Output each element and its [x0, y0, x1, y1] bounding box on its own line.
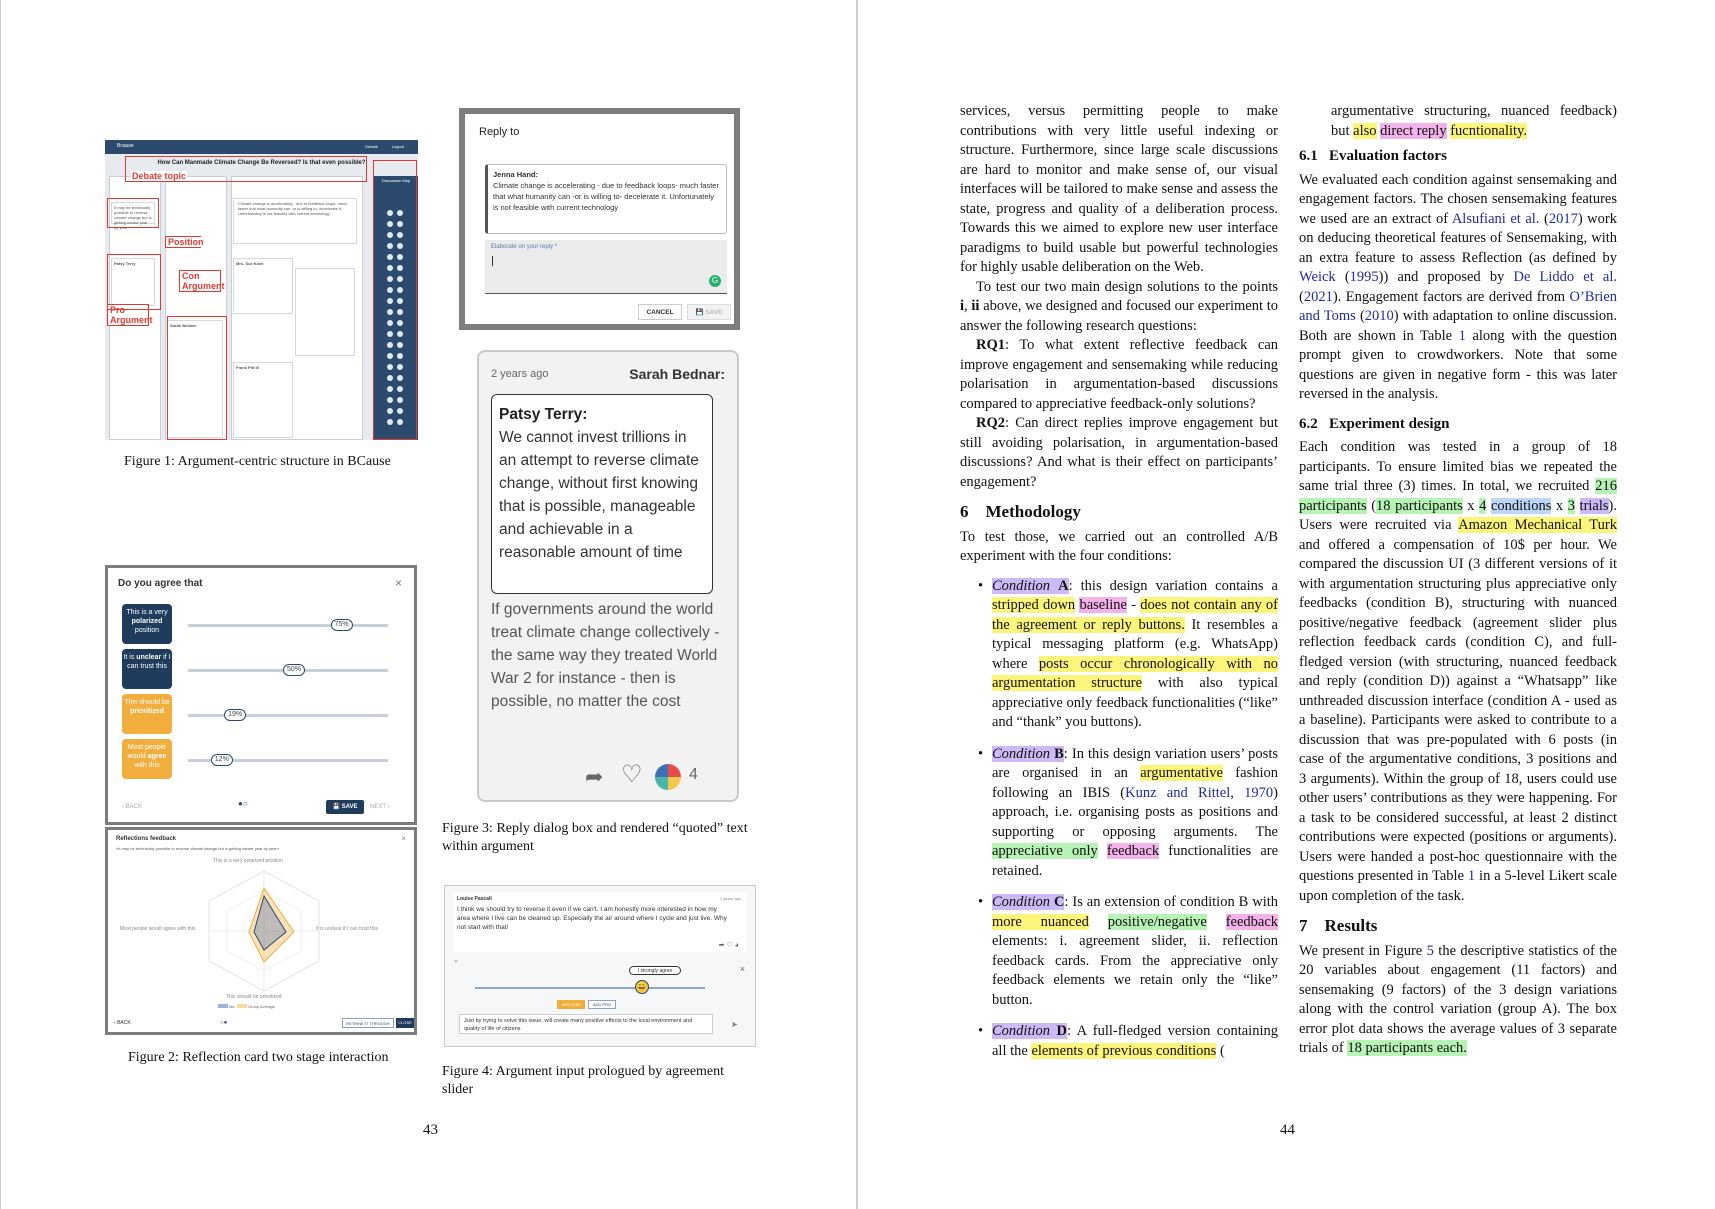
- map-node[interactable]: [397, 375, 403, 381]
- app-name: Bcause: [117, 143, 134, 149]
- debate-topic-label: Debate topic: [132, 171, 187, 181]
- next-button[interactable]: NEXT ›: [370, 804, 390, 810]
- radar-label-top: This is a very polarized position: [213, 858, 283, 864]
- map-node[interactable]: [387, 221, 393, 227]
- argument-post[interactable]: Patsy Terry: [111, 258, 155, 306]
- text-column-1: services, versus permitting people to make contributions with very little useful indexing or structure. Furthermore, since large scale discussions are hard to monitor and make sense of, our visual interfaces will be tailored to make sense and assess the state, progress and quality of a deliberation process. Towards this we aimed to explore new user interface paradigms to build usable but powerful technologies for highly usable deliberation on the Web. To test our two main design solutions to the points i, ii above, we designed and focused our experiment to answer the following research questions: RQ1: To what extent reflective feedback can improve engagement and sensemaking while reducing polarisation in argumentation-based discussions compared to appreciative feedback-only solutions? RQ2: Can direct replies improve engagement but still avoiding polarisation, in argumentation-based discussions? And what is their effect on participants’ engagement? 6 Methodology To test those, we carried out an controlled A/B experiment with the four conditions: • Condition A: this design variation contains a stripped down baseline - does not contain any of the agreement or reply buttons. It resembles a typical messaging platform (e.g. WhatsApp) where posts occur chronologically with no argumentation structure with also typical appreciative only feedback functionalities (“like” and “thank” you buttons). • Condition B: In this design variation users’ posts are organised in an argumentative fashion following an IBIS (Kunz and Rittel, 1970) approach, i.e. organising posts as positions and supporting or opposing arguments. The appreciative only feedback functionalities are retained. • Condition C: Is an extension of condition B with more nuanced positive/negative feedback elements: i. agreement slider, ii. reflection feedback cards. From the appreciative only feedback elements we retain only the “like” button. • Condition D: A full-fledged version containing all the elements of previous conditions (: [960, 102, 1278, 1061]
- map-node[interactable]: [387, 210, 393, 216]
- map-node[interactable]: [397, 419, 403, 425]
- map-node[interactable]: [387, 298, 393, 304]
- text-cursor: [492, 256, 493, 266]
- debate-question: How Can Manmade Climate Change Be Reversed? Is that even possible?: [157, 160, 366, 166]
- figure-1-screenshot: [105, 140, 418, 440]
- post-time: 2 years ago: [491, 368, 549, 380]
- argument-body: If governments around the world treat climate change collectively - the same way they treated World War 2 for instance - then is possible, no matter the cost: [491, 601, 720, 710]
- text-column-2: argumentative structuring, nuanced feedback) but also direct reply fucntionality. 6.1 Evaluation factors We evaluated each condition against sensemaking and engagement factors. The chosen sensemaking features we used are an extract of Alsufiani et al. (2017) work on deducing theoretical features of Sensemaking, with an extra feature to assess Reflection (as defined by Weick (1995)) and proposed by De Liddo et al. (2021). Engagement factors are derived from O’Brien and Toms (2010) with adaptation to online discussion. Both are shown in Table 1 along with the question prompt given to crowdworkers. Note that some questions are given in negative form - this was later reversed in the analysis. 6.2 Experiment design Each condition was tested in a group of 18 participants. To ensure limited bias we repeated the same trial three (3) times. In total, we recruited 216 participants (18 participants x 4 conditions x 3 trials). Users were recruited via Amazon Mechanical Turk and offered a compensation of 10$ per hour. We compared the discussion UI (3 different versions of it with argumentation structuring plus appreciative only feedbacks (condition B), structuring with nuanced positive/negative feedback (agreement slider plus reflection feedback cards (condition C), and full-fledged version (with structuring, nuanced feedback and reply (condition D)) against a “Whatsapp” like unthreaded discussion interface (condition A - used as a baseline). Participants were asked to contribute to a discussion that was pre-populated with 6 posts (in case of the argumentative conditions, 3 positions and 3 arguments). Within the group of 18, users could use other users’ contributions as they were happening. For a task to be considered successful, at least 2 distinct contributions were expected (positions or arguments). Users were handed a post-hoc questionnaire with the questions presented in Table 1 in a 5-level Likert scale upon completion of the task. 7 Results We present in Figure 5 the descriptive statistics of the 20 variables about engagement (11 factors) and sensemaking (9 factors) of the 3 design variations along with the control variation (group A). The box error plot data shows the average values of 3 separate trials of 18 participants each.: [1299, 103, 1618, 1056]
- figure-2-agreement-card: [105, 565, 417, 825]
- pager-dots: ○●: [220, 1020, 228, 1026]
- left-page: [0, 0, 856, 1209]
- post-text: I think we should try to reverse it even if we can't. I am honestly more interested in how my area where I live can be cleaned up. Especially the air around where I cycle and just live. Why not start with that/: [457, 906, 727, 931]
- agreement-slider-knob[interactable]: 12%: [211, 754, 233, 766]
- back-button[interactable]: ‹ BACK: [122, 804, 143, 810]
- post-time: 2 years ago: [720, 896, 741, 901]
- map-node[interactable]: [387, 232, 393, 238]
- nav-logout[interactable]: Logout: [391, 144, 404, 149]
- discussion-map[interactable]: Discussion Map: [374, 176, 418, 440]
- section-6-heading: 6 Methodology: [960, 502, 1081, 521]
- reply-to-title: Reply to: [479, 126, 520, 138]
- agreement-slider-knob[interactable]: 75%: [331, 619, 353, 631]
- map-node[interactable]: [397, 320, 403, 326]
- agreement-slider-track[interactable]: [188, 624, 388, 627]
- map-node[interactable]: [387, 331, 393, 337]
- feedback-pie-icon[interactable]: [655, 764, 681, 790]
- reply-icon[interactable]: ➦: [585, 764, 604, 789]
- argument-highlight-box: [107, 254, 161, 310]
- figure-2-reflections-card: [105, 827, 417, 1035]
- statement-box: Most people would agree with this: [122, 739, 172, 779]
- map-node[interactable]: [397, 210, 403, 216]
- agreement-slider-knob[interactable]: 19%: [224, 709, 246, 721]
- argument-post[interactable]: Sarah Bednar: [167, 320, 223, 438]
- map-node[interactable]: [387, 419, 393, 425]
- position-post[interactable]: It may be technically possible to reverse climate change but is getting harder year by year: [111, 202, 155, 224]
- position-box: [107, 198, 159, 228]
- agreement-slider-track[interactable]: [475, 987, 705, 989]
- quoted-reply-box: [485, 164, 727, 234]
- map-node[interactable]: [397, 221, 403, 227]
- right-page: [858, 0, 1715, 1209]
- statement-box: This should be prioritized: [122, 694, 172, 734]
- agreement-slider-track[interactable]: [188, 714, 388, 717]
- statement-box: It is unclear if I can trust this: [122, 649, 172, 689]
- rethink-button[interactable]: RETHINK IT THROUGH: [342, 1018, 394, 1028]
- map-node[interactable]: [387, 265, 393, 271]
- feedback-count: 4: [689, 766, 698, 783]
- post-actions-icons[interactable]: ➦ ♡ ◕: [718, 942, 739, 949]
- reflections-subtitle: «It may be technically possible to reverse climate change but is getting harder year by year»: [116, 846, 279, 851]
- radar-chart: [204, 866, 324, 996]
- add-con-button[interactable]: ADD CON: [557, 1000, 585, 1009]
- map-node[interactable]: [397, 254, 403, 260]
- reply-post[interactable]: Climate change is accelerating - due to feedback loops- much faster that what humanity can -or is willing to- decelerate it. Unfortunately is not feasible with current technology: [233, 198, 357, 244]
- map-node[interactable]: [387, 364, 393, 370]
- map-node[interactable]: [387, 320, 393, 326]
- pager-dots: ●○: [238, 799, 248, 808]
- radar-label-bottom: This should be prioritized: [226, 994, 282, 1000]
- map-node[interactable]: [397, 364, 403, 370]
- close-icon[interactable]: ×: [394, 576, 402, 590]
- map-node[interactable]: [397, 353, 403, 359]
- post-card: [453, 892, 747, 952]
- position-label: Position: [168, 237, 204, 247]
- argument-input[interactable]: Just by trying to solve this issue, will create many positive effects to the local environment and quality of life of citizens: [459, 1014, 713, 1034]
- nav-debate[interactable]: Debate: [365, 144, 378, 149]
- map-node[interactable]: [387, 353, 393, 359]
- card-title: Do you agree that: [118, 578, 203, 589]
- agreement-tooltip: I strongly agree: [629, 966, 681, 975]
- map-node[interactable]: [397, 408, 403, 414]
- figure-4-caption: Figure 4: Argument input prologued by agreement slider: [442, 1064, 725, 1097]
- map-highlight-box: [373, 160, 417, 440]
- grammarly-icon[interactable]: G: [709, 275, 721, 287]
- heart-icon[interactable]: ♡: [621, 761, 643, 788]
- map-node[interactable]: [387, 408, 393, 414]
- figure-2-caption: Figure 2: Reflection card two stage interaction: [128, 1050, 389, 1065]
- figure-3-reply-dialog: [459, 108, 740, 330]
- figure-1-caption: Figure 1: Argument-centric structure in BCause: [124, 454, 391, 469]
- section-7-heading: 7 Results: [1299, 916, 1378, 935]
- quote-name: Patsy Terry:: [499, 406, 588, 423]
- map-node[interactable]: [397, 309, 403, 315]
- map-node[interactable]: [387, 254, 393, 260]
- map-node[interactable]: [387, 386, 393, 392]
- statement-box: This is a very polarized position: [122, 604, 172, 644]
- figure-3-argument-card: [477, 350, 739, 802]
- pro-argument-label: Pro Argument: [110, 305, 153, 325]
- map-node[interactable]: [397, 386, 403, 392]
- close-icon[interactable]: ×: [401, 834, 406, 843]
- agreement-slider-knob[interactable]: 50%: [283, 664, 305, 676]
- close-icon[interactable]: ×: [739, 964, 745, 974]
- post-author: Louise Pascall: [457, 896, 492, 902]
- reply-post[interactable]: Frank Pitt III: [233, 362, 293, 438]
- save-button[interactable]: 💾 SAVE: [687, 304, 731, 320]
- radar-label-left: Most people would agree with this: [120, 926, 196, 932]
- map-node[interactable]: [387, 243, 393, 249]
- map-node[interactable]: [387, 375, 393, 381]
- argument-highlight-box: [167, 316, 227, 440]
- reply-post[interactable]: [295, 268, 355, 356]
- map-node[interactable]: [387, 287, 393, 293]
- reply-post[interactable]: Mrs. Sue Klein: [233, 258, 293, 314]
- map-node[interactable]: [397, 287, 403, 293]
- map-node[interactable]: [387, 276, 393, 282]
- map-node[interactable]: [397, 276, 403, 282]
- radar-legend: Me Group Average: [218, 1004, 275, 1009]
- map-node[interactable]: [397, 265, 403, 271]
- close-button[interactable]: CLOSE: [396, 1018, 414, 1028]
- con-argument-label: Con Argument: [182, 271, 225, 291]
- elaborate-placeholder: Elaborate on your reply *: [491, 244, 558, 250]
- agreement-slider-knob[interactable]: 😀: [635, 980, 649, 994]
- cancel-button[interactable]: CANCEL: [638, 304, 682, 320]
- page-number: 43: [423, 1122, 438, 1138]
- quote-text: We cannot invest trillions in an attempt to reverse climate change, without first knowing that is possible, manageable and achievable in a reasonable amount of time: [499, 429, 699, 561]
- radar-label-right: It is unclear if I can trust this: [316, 926, 378, 932]
- map-node[interactable]: [387, 309, 393, 315]
- rendered-quote: [491, 394, 713, 594]
- map-node[interactable]: [397, 232, 403, 238]
- back-button[interactable]: ‹ BACK: [114, 1020, 131, 1026]
- figure-3-caption: Figure 3: Reply dialog box and rendered “quoted” text within argument: [442, 821, 748, 854]
- map-node[interactable]: [397, 342, 403, 348]
- save-button[interactable]: 💾 SAVE: [326, 800, 364, 814]
- app-header: [105, 140, 418, 154]
- send-icon[interactable]: ➤: [731, 1020, 738, 1029]
- reflections-title: Reflections feedback: [116, 836, 177, 842]
- section-6-1-heading: 6.1 Evaluation factors: [1299, 148, 1447, 164]
- elaborate-field[interactable]: [485, 240, 727, 294]
- quoted-name: Jenna Hand:: [493, 170, 539, 179]
- post-author: Sarah Bednar:: [629, 366, 725, 382]
- figure-4-argument-input: [444, 885, 756, 1047]
- chevron-down-icon[interactable]: ⌄: [453, 957, 459, 964]
- section-6-2-heading: 6.2 Experiment design: [1299, 415, 1450, 432]
- map-node[interactable]: [397, 298, 403, 304]
- quoted-text: Climate change is accelerating - due to feedback loops- much faster that what humanity can -or is willing to- decelerate it. Unfortunately is not feasible with current technology: [493, 181, 719, 212]
- map-node[interactable]: [387, 397, 393, 403]
- map-node[interactable]: [397, 243, 403, 249]
- page-number: 44: [1280, 1122, 1295, 1138]
- map-node[interactable]: [397, 397, 403, 403]
- map-node[interactable]: [397, 331, 403, 337]
- map-node[interactable]: [387, 342, 393, 348]
- add-pro-button[interactable]: ADD PRO: [588, 1000, 616, 1009]
